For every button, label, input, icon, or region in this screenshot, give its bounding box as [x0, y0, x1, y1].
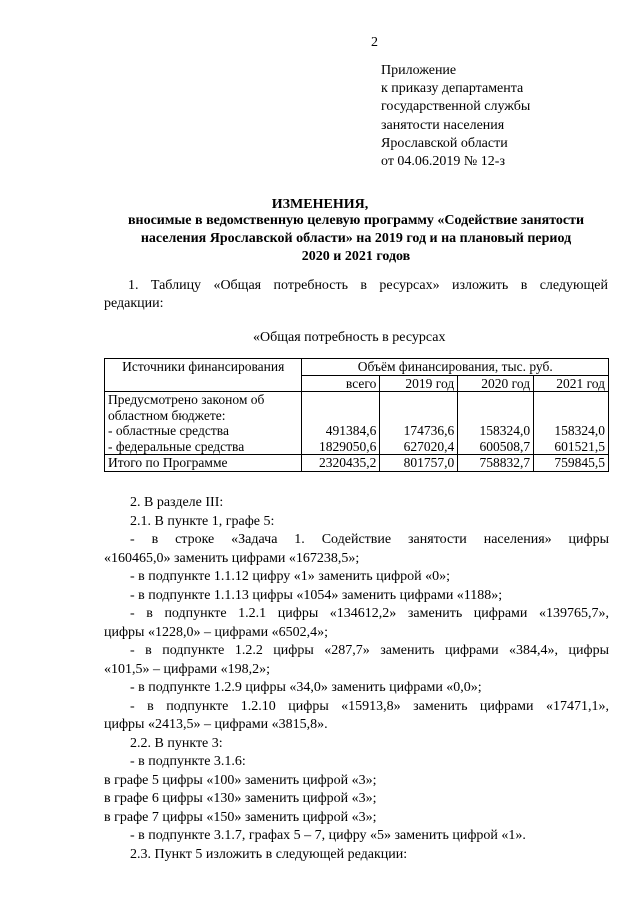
subheader-2020: 2020 год	[458, 375, 534, 392]
document-title: ИЗМЕНЕНИЯ,	[271, 197, 369, 212]
table-caption: «Общая потребность в ресурсах	[253, 330, 446, 345]
budget-2019-cell: 174736,6 627020,4	[380, 392, 458, 455]
body-line: в графе 7 цифры «150» заменить цифрой «3»;	[104, 809, 377, 825]
subheader-total: всего	[302, 375, 380, 392]
appendix-line: от 04.06.2019 № 12-з	[381, 154, 505, 170]
subtitle-line: вносимые в ведомственную целевую программу «Содействие занятости	[127, 213, 585, 228]
subtitle-line: 2020 и 2021 годов	[301, 249, 411, 264]
page-number: 2	[371, 35, 378, 50]
resources-table	[104, 358, 609, 472]
body-line: «101,5» – цифрами «198,2»;	[104, 661, 271, 677]
section-2-2: 2.2. В пункте 3:	[130, 735, 223, 751]
header-source: Источники финансирования	[105, 359, 302, 392]
section-2-1: 2.1. В пункте 1, графе 5:	[130, 513, 275, 529]
body-text	[104, 494, 609, 864]
budget-2020-cell: 158324,0 600508,7	[458, 392, 534, 455]
table-header-row	[105, 359, 609, 376]
appendix-block	[381, 62, 530, 171]
body-line: в графе 5 цифры «100» заменить цифрой «3»;	[104, 772, 377, 788]
total-value: 758832,7	[458, 455, 534, 472]
total-label: Итого по Программе	[105, 455, 302, 472]
body-line: в графе 6 цифры «130» заменить цифрой «3»;	[104, 791, 377, 806]
body-line: - в подпункте 1.2.2 цифры «287,7» заменить цифрами «384,4», цифры	[130, 643, 609, 658]
appendix-line: государственной службы	[381, 99, 531, 115]
section-2-3: 2.3. Пункт 5 изложить в следующей редакции:	[130, 846, 408, 862]
total-value: 759845,5	[534, 455, 609, 472]
body-line: - в строке «Задача 1. Содействие занятости населения» цифры	[130, 532, 609, 547]
body-line: - в подпункте 1.1.13 цифры «1054» заменить цифрами «1188»;	[130, 587, 503, 603]
subtitle-line: населения Ярославской области» на 2019 год и на плановый период	[140, 231, 572, 246]
body-line: - в подпункте 1.1.12 цифру «1» заменить цифрой «0»;	[130, 569, 451, 584]
total-value: 2320435,2	[302, 455, 380, 472]
body-line: - в подпункте 3.1.7, графах 5 – 7, цифру «5» заменить цифрой «1».	[130, 828, 526, 843]
total-value: 801757,0	[380, 455, 458, 472]
appendix-line: Приложение	[381, 63, 457, 78]
paragraph-1-line-2: редакции:	[104, 296, 164, 311]
subheader-2021: 2021 год	[534, 375, 609, 392]
table-total-row	[105, 455, 609, 472]
subheader-2019: 2019 год	[380, 375, 458, 392]
body-line: - в подпункте 3.1.6:	[130, 754, 246, 769]
body-line: цифры «1228,0» – цифрами «6502,4»;	[104, 624, 328, 640]
header-volume: Объём финансирования, тыс. руб.	[302, 359, 609, 376]
body-line: - в подпункте 1.2.10 цифры «15913,8» заменить цифрами «17471,1»,	[130, 698, 609, 714]
appendix-line: занятости населения	[381, 117, 505, 133]
table-row	[105, 392, 609, 455]
body-line: цифры «2413,5» – цифрами «3815,8».	[104, 717, 328, 732]
appendix-line: к приказу департамента	[381, 81, 524, 97]
budget-2021-cell: 158324,0 601521,5	[534, 392, 609, 455]
appendix-line: Ярославской области	[381, 135, 508, 151]
document-subtitle	[86, 212, 626, 266]
body-line: «160465,0» заменить цифрами «167238,5»;	[104, 550, 360, 566]
body-line: - в подпункте 1.2.1 цифры «134612,2» заменить цифрами «139765,7»,	[130, 606, 609, 621]
budget-label-cell: Предусмотрено законом об областном бюджете: - областные средства - федеральные средства	[105, 392, 302, 455]
section-2: 2. В разделе III:	[130, 495, 224, 510]
paragraph-1-line-1: 1. Таблицу «Общая потребность в ресурсах» изложить в следующей	[128, 278, 608, 293]
budget-total-cell: 491384,6 1829050,6	[302, 392, 380, 455]
body-line: - в подпункте 1.2.9 цифры «34,0» заменить цифрами «0,0»;	[130, 680, 482, 695]
